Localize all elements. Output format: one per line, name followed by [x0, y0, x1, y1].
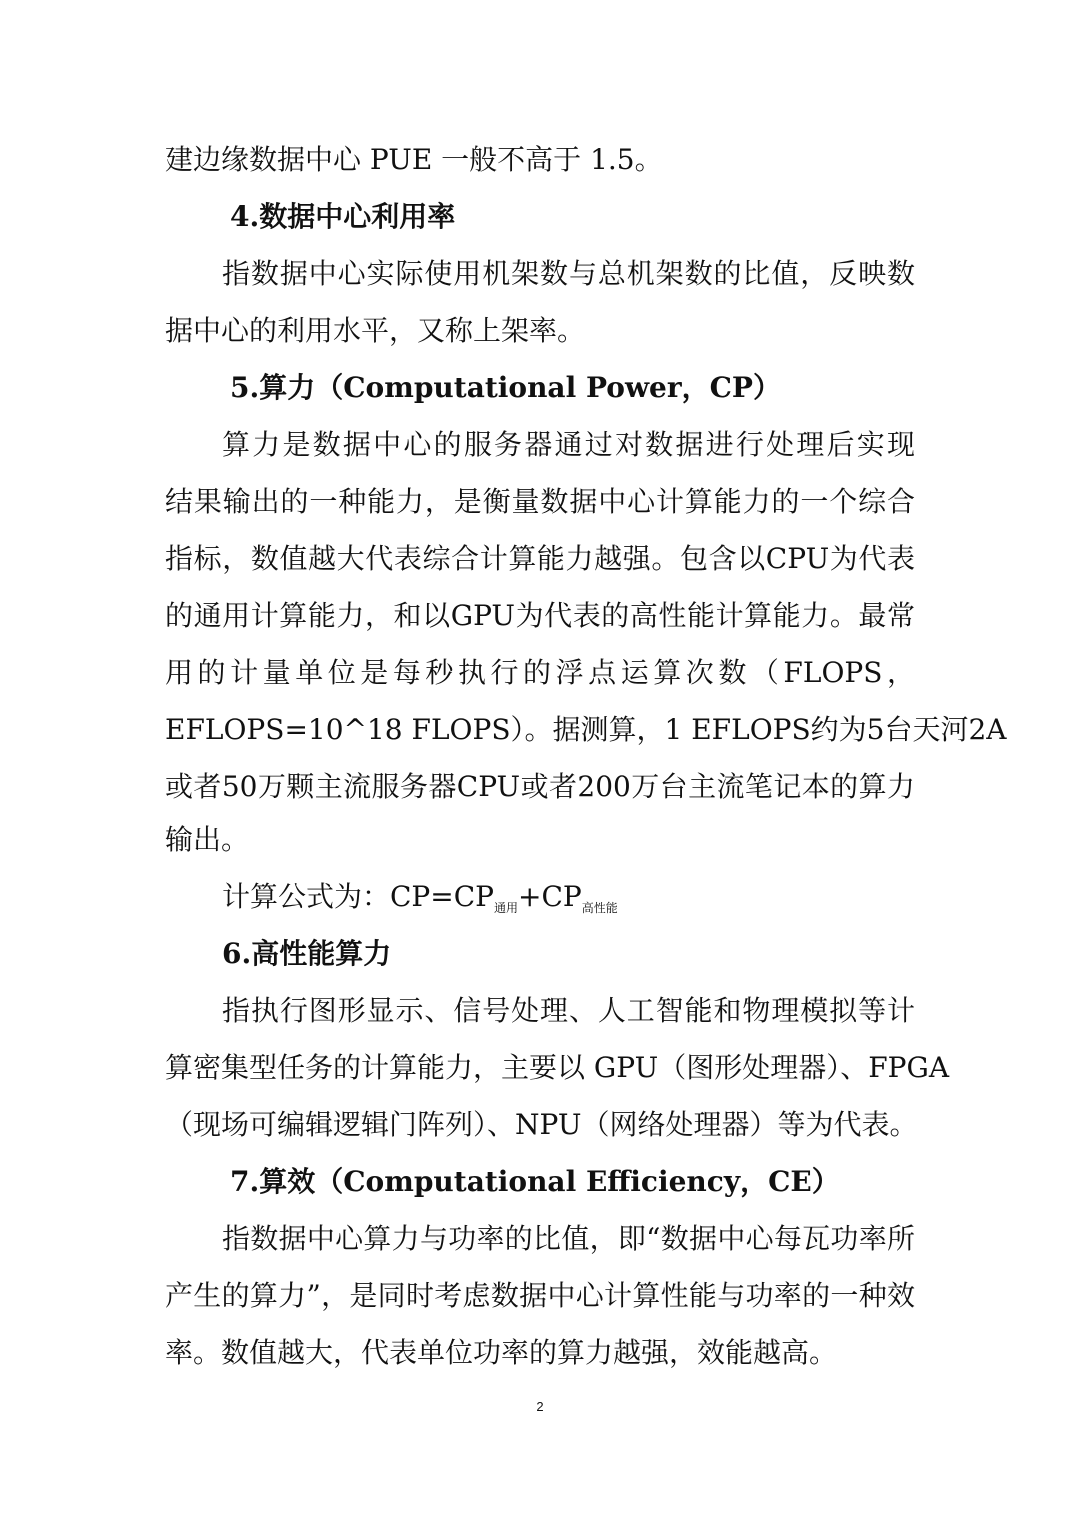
formula-plus: +CP — [518, 880, 582, 913]
paragraph-line: 或者50万颗主流服务器CPU或者200万台主流笔记本的算力 — [165, 770, 915, 803]
paragraph-line: 指执行图形显示、信号处理、人工智能和物理模拟等计 — [222, 994, 915, 1027]
paragraph-line: 算力是数据中心的服务器通过对数据进行处理后实现 — [222, 428, 915, 461]
paragraph-line: 输出。 — [165, 823, 250, 856]
paragraph-line: 算密集型任务的计算能力，主要以 GPU（图形处理器）、FPGA — [165, 1051, 950, 1084]
formula-line — [222, 877, 618, 928]
paragraph-line: 据中心的利用水平，又称上架率。 — [165, 314, 586, 347]
formula-prefix: 计算公式为：CP=CP — [222, 880, 494, 913]
paragraph-line: （现场可编辑逻辑门阵列）、NPU（网络处理器）等为代表。 — [165, 1108, 918, 1141]
paragraph-line: 产生的算力”，是同时考虑数据中心计算性能与功率的一种效 — [165, 1279, 915, 1312]
paragraph-line: 结果输出的一种能力，是衡量数据中心计算能力的一个综合 — [165, 485, 915, 518]
paragraph-line: 的通用计算能力，和以GPU为代表的高性能计算能力。最常 — [165, 599, 915, 632]
paragraph-line: 用的计量单位是每秒执行的浮点运算次数（FLOPS， — [165, 656, 915, 689]
section-heading-computational-power: 5.算力（Computational Power，CP） — [230, 371, 781, 404]
section-heading-computational-efficiency: 7.算效（Computational Efficiency，CE） — [230, 1165, 840, 1198]
section-heading-high-performance: 6.高性能算力 — [222, 937, 392, 970]
paragraph-line: 指数据中心算力与功率的比值，即“数据中心每瓦功率所 — [222, 1222, 915, 1255]
paragraph-line: 指标，数值越大代表综合计算能力越强。包含以CPU为代表 — [165, 542, 915, 575]
formula-subscript-high-performance: 高性能 — [581, 901, 618, 915]
section-heading-utilization: 4.数据中心利用率 — [230, 200, 456, 233]
paragraph-line: 指数据中心实际使用机架数与总机架数的比值，反映数 — [222, 257, 915, 290]
formula-subscript-general: 通用 — [494, 901, 519, 915]
paragraph-line: EFLOPS=10^18 FLOPS）。据测算，1 EFLOPS约为5台天河2A — [165, 713, 1007, 746]
paragraph-line: 建边缘数据中心 PUE 一般不高于 1.5。 — [165, 143, 663, 176]
page-number: 2 — [536, 1399, 544, 1414]
paragraph-line: 率。数值越大，代表单位功率的算力越强，效能越高。 — [165, 1336, 838, 1369]
